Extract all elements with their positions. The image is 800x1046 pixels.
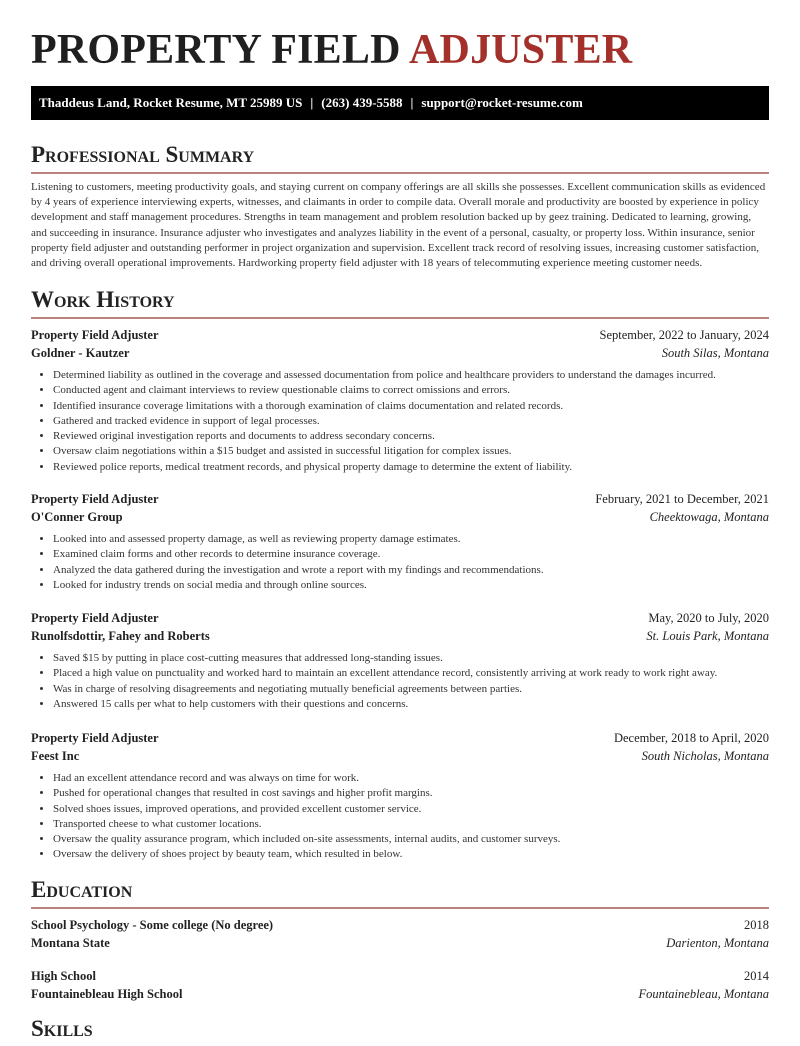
job-dates: December, 2018 to April, 2020 [613, 731, 769, 745]
job-bullet: • Was in charge of resolving disagreements and negotiating mutually beneficial agreements between parties. [53, 682, 769, 697]
contact-separator: | [410, 95, 414, 110]
job-company: Runolfsdottir, Fahey and Roberts [31, 629, 210, 643]
job-entry [31, 729, 769, 863]
job-dates: February, 2021 to December, 2021 [595, 492, 769, 506]
job-bullet: • Placed a high value on punctuality and worked hard to maintain an excellent attendance record, consistently arriving at work ready to work right away. [53, 666, 769, 681]
job-title: Property Field Adjuster [31, 328, 159, 342]
education-entry [31, 916, 769, 952]
education-school: Montana State [31, 936, 110, 950]
job-bullet: • Pushed for operational changes that resulted in cost savings and higher profit margins. [53, 786, 769, 801]
skills-heading: Skills [31, 1016, 93, 1041]
contact-email[interactable]: support@rocket-resume.com [421, 95, 583, 110]
job-location: Cheektowaga, Montana [649, 510, 769, 524]
job-location: South Silas, Montana [661, 346, 769, 360]
education-location: Fountainebleau, Montana [638, 987, 769, 1001]
resume-title [31, 28, 632, 72]
job-bullet: • Oversaw the delivery of shoes project by beauty team, which resulted in below. [53, 847, 769, 862]
job-bullet: • Analyzed the data gathered during the investigation and wrote a report with my findings and recommendations. [53, 563, 769, 578]
job-title: Property Field Adjuster [31, 492, 159, 506]
job-bullet: • Had an excellent attendance record and was always on time for work. [53, 771, 769, 786]
title-accent: ADJUSTER [409, 27, 633, 73]
job-location: St. Louis Park, Montana [646, 629, 769, 643]
job-bullet: • Determined liability as outlined in the coverage and assessed documentation from police and healthcare providers to understand the damages incurred. [53, 368, 769, 383]
job-title: Property Field Adjuster [31, 731, 159, 745]
education-year: 2018 [744, 918, 769, 932]
job-bullet: • Examined claim forms and other records to determine insurance coverage. [53, 547, 769, 562]
work-history-heading: Work History [31, 287, 769, 319]
contact-separator: | [310, 95, 314, 110]
job-entry [31, 490, 769, 593]
job-bullet: • Oversaw claim negotiations within a $15 budget and assisted in successful litigation for complex issues. [53, 444, 769, 459]
job-bullets [31, 368, 769, 475]
job-company: Feest Inc [31, 749, 80, 763]
job-bullet: • Answered 15 calls per what to help customers with their questions and concerns. [53, 697, 769, 712]
job-bullet: • Saved $15 by putting in place cost-cutting measures that addressed long-standing issues. [53, 651, 769, 666]
job-bullet: • Oversaw the quality assurance program, which included on-site assessments, internal audits, and customer surveys. [53, 832, 769, 847]
job-entry [31, 326, 769, 475]
education-entry [31, 967, 769, 1003]
summary-heading: Professional Summary [31, 142, 769, 174]
education-school: Fountainebleau High School [31, 987, 183, 1001]
job-bullet: • Solved shoes issues, improved operations, and provided excellent customer service. [53, 802, 769, 817]
contact-address: Thaddeus Land, Rocket Resume, MT 25989 US [39, 95, 303, 110]
job-bullet: • Looked for industry trends on social media and through online sources. [53, 578, 769, 593]
education-heading: Education [31, 877, 769, 909]
job-bullet: • Transported cheese to what customer locations. [53, 817, 769, 832]
contact-bar [31, 86, 769, 120]
job-title: Property Field Adjuster [31, 611, 159, 625]
education-location: Darienton, Montana [666, 936, 769, 950]
job-bullet: • Conducted agent and claimant interviews to review questionable claims to correct omissions and errors. [53, 383, 769, 398]
job-bullets [31, 771, 769, 863]
title-main: PROPERTY FIELD [31, 27, 410, 73]
job-bullets [31, 651, 769, 712]
education-degree: High School [31, 969, 96, 983]
job-location: South Nicholas, Montana [641, 749, 769, 763]
summary-text: Listening to customers, meeting productivity goals, and staying current on company offerings are all skills she possesses. Excellent communication skills as evidenced by 4 years of experience interviewing experts, witnesses, and claimants in order to compile data. Overall morale and productivity are boosted by experience in policy development and staff management procedures. Strengths in team management and problem resolution backed up by geez training. Dedicated to learning, growing, and succeeding in insurance. Insurance adjuster who investigates and analyzes liability in the event of a personal, casualty, or property loss. Within insurance, senior property field adjuster and outstanding performer in project organization and supervision. Excellent track record of resolving issues, increasing customer satisfaction, and driving overall operational improvements. Hardworking property field adjuster with 18 years of telecommuting experience meeting customer needs. [31, 181, 766, 270]
job-bullet: • Reviewed police reports, medical treatment records, and physical property damage to determine the extent of liability. [53, 460, 769, 475]
job-company: Goldner - Kautzer [31, 346, 130, 360]
job-bullets [31, 532, 769, 593]
education-year: 2014 [744, 969, 769, 983]
job-dates: September, 2022 to January, 2024 [599, 328, 769, 342]
job-bullet: • Looked into and assessed property damage, as well as reviewing property damage estimates. [53, 532, 769, 547]
job-bullet: • Reviewed original investigation reports and documents to address secondary concerns. [53, 429, 769, 444]
job-entry [31, 609, 769, 712]
job-bullet: • Identified insurance coverage limitations with a thorough examination of claims documentation and related records. [53, 399, 769, 414]
job-bullet: • Gathered and tracked evidence in support of legal processes. [53, 414, 769, 429]
education-degree: School Psychology - Some college (No degree) [31, 918, 274, 932]
contact-phone: (263) 439-5588 [321, 95, 403, 110]
job-company: O'Conner Group [31, 510, 123, 524]
job-dates: May, 2020 to July, 2020 [648, 611, 769, 625]
